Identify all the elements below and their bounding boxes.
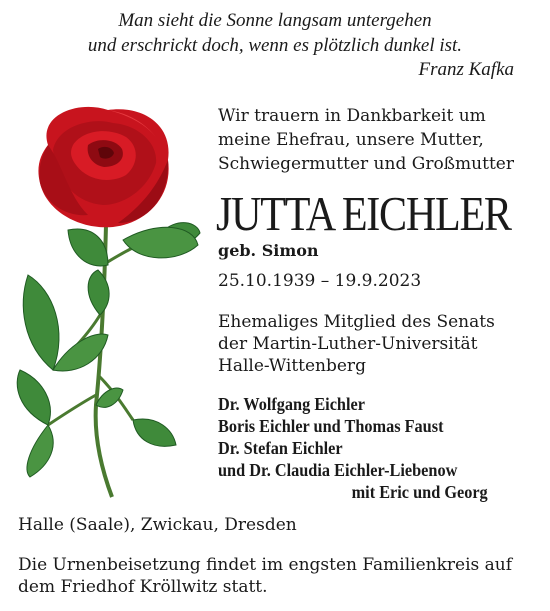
burial-line-1: Die Urnenbeisetzung findet im engsten Familienkreis auf <box>18 555 513 575</box>
role-line-1: Ehemaliges Mitglied des Senats <box>218 312 495 332</box>
intro-line-3: Schwiegermutter und Großmutter <box>218 154 514 174</box>
kafka-quote <box>0 8 550 82</box>
role-description <box>218 311 538 377</box>
maiden-name: geb. Simon <box>218 241 319 260</box>
intro-text <box>218 104 538 176</box>
mourner-line: Boris Eichler und Thomas Faust <box>218 416 444 436</box>
burial-notice <box>18 554 538 598</box>
intro-line-2: meine Ehefrau, unsere Mutter, <box>218 130 484 150</box>
quote-line-1: Man sieht die Sonne langsam untergehen <box>118 10 432 31</box>
rose-bloom <box>38 107 168 227</box>
burial-line-2: dem Friedhof Kröllwitz statt. <box>18 577 268 597</box>
intro-line-1: Wir trauern in Dankbarkeit um <box>218 106 486 126</box>
mourners-list <box>218 393 488 503</box>
mourner-line: Dr. Stefan Eichler <box>218 438 343 458</box>
quote-line-2: und erschrickt doch, wenn es plötzlich dunkel ist. <box>87 35 463 56</box>
quote-author: Franz Kafka <box>418 59 514 80</box>
role-line-2: der Martin-Luther-Universität <box>218 334 478 354</box>
rose-icon <box>8 105 208 505</box>
deceased-name: JUTTA EICHLER <box>216 186 511 241</box>
role-line-3: Halle-Wittenberg <box>218 356 366 376</box>
places: Halle (Saale), Zwickau, Dresden <box>18 515 297 535</box>
mourner-line: Dr. Wolfgang Eichler <box>218 394 365 414</box>
mourner-line: mit Eric und Georg <box>351 482 488 502</box>
life-dates: 25.10.1939 – 19.9.2023 <box>218 271 422 291</box>
mourner-line: und Dr. Claudia Eichler-Liebenow <box>218 460 458 480</box>
